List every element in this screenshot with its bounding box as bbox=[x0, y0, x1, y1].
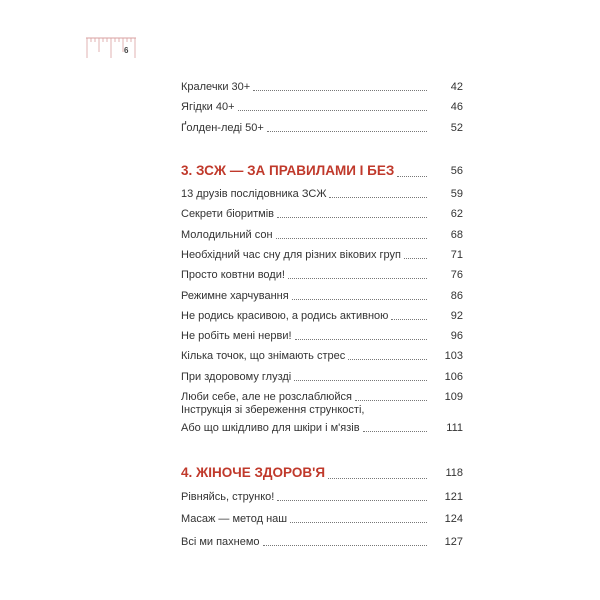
toc-entry bbox=[181, 226, 463, 242]
dot-leader bbox=[328, 478, 427, 479]
toc-entry bbox=[181, 388, 463, 404]
entry-title: Рівняйсь, струнко! bbox=[181, 491, 275, 503]
entry-title: Просто ковтни води! bbox=[181, 269, 285, 282]
toc-entry bbox=[181, 185, 463, 201]
entry-page: 76 bbox=[450, 269, 463, 282]
entry-page: 124 bbox=[444, 513, 463, 525]
page-number: 6 bbox=[124, 46, 129, 55]
entry-title: Масаж — метод наш bbox=[181, 513, 288, 525]
dot-leader bbox=[404, 258, 427, 259]
entry-title: Кілька точок, що знімають стрес bbox=[181, 350, 346, 363]
section-heading bbox=[181, 162, 463, 180]
entry-page: 106 bbox=[444, 370, 463, 383]
dot-leader bbox=[277, 217, 427, 218]
entry-title: Ґолден-леді 50+ bbox=[181, 122, 264, 134]
entry-page: 86 bbox=[450, 289, 463, 302]
entry-title: Люби себе, але не розслаблюйся bbox=[181, 391, 352, 403]
entry-page: 62 bbox=[450, 208, 463, 221]
entry-page: 52 bbox=[450, 122, 463, 134]
entry-page: 109 bbox=[444, 391, 463, 403]
entry-page: 59 bbox=[450, 188, 463, 200]
entry-page: 127 bbox=[444, 536, 463, 548]
entry-title: Кралечки 30+ bbox=[181, 81, 251, 93]
entry-page: 71 bbox=[450, 248, 463, 261]
entry-title: Молодильний сон bbox=[181, 228, 273, 241]
toc-entry bbox=[181, 266, 463, 282]
dot-leader bbox=[294, 380, 427, 381]
entry-title: Не родись красивою, а родись активною bbox=[181, 309, 389, 322]
dot-leader bbox=[263, 545, 427, 546]
toc-entry bbox=[181, 98, 463, 114]
dot-leader bbox=[290, 522, 427, 523]
section-page: 118 bbox=[445, 467, 463, 479]
entry-page: 42 bbox=[450, 81, 463, 93]
dot-leader bbox=[253, 90, 427, 91]
dot-leader bbox=[292, 299, 427, 300]
toc-entry bbox=[181, 510, 463, 526]
section-title: 3. ЗСЖ — ЗА ПРАВИЛАМИ І БЕЗ bbox=[181, 163, 395, 178]
entry-page: 121 bbox=[444, 491, 463, 503]
entry-page: 68 bbox=[450, 228, 463, 241]
entry-title: Режимне харчування bbox=[181, 289, 289, 302]
dot-leader bbox=[329, 197, 427, 198]
dot-leader bbox=[391, 319, 427, 320]
entry-title: При здоровому глузді bbox=[181, 370, 292, 383]
dot-leader bbox=[238, 110, 428, 111]
toc-entry bbox=[181, 347, 463, 363]
dot-leader bbox=[267, 131, 427, 132]
toc-entry bbox=[181, 205, 463, 221]
section-heading bbox=[181, 464, 463, 482]
dot-leader bbox=[363, 431, 427, 432]
dot-leader bbox=[397, 176, 427, 177]
toc-entry bbox=[181, 78, 463, 94]
dot-leader bbox=[288, 278, 427, 279]
entry-title: Ягідки 40+ bbox=[181, 101, 235, 113]
entry-title: Необхідний час сну для різних вікових груп bbox=[181, 248, 402, 261]
entry-title: Або що шкідливо для шкіри і м'язів bbox=[181, 422, 360, 434]
ruler-icon bbox=[86, 34, 136, 60]
toc-entry bbox=[181, 119, 463, 135]
dot-leader bbox=[276, 238, 427, 239]
dot-leader bbox=[355, 400, 427, 401]
entry-page: 103 bbox=[444, 350, 463, 363]
entry-title: Не робіть мені нерви! bbox=[181, 330, 292, 343]
dot-leader bbox=[348, 359, 427, 360]
entry-title: Всі ми пахнемо bbox=[181, 536, 260, 548]
entry-page: 96 bbox=[450, 330, 463, 343]
toc-entry bbox=[181, 368, 463, 384]
section-title: 4. ЖІНОЧЕ ЗДОРОВ'Я bbox=[181, 465, 326, 480]
toc-entry bbox=[181, 533, 463, 549]
toc-entry bbox=[181, 246, 463, 262]
entry-title: Секрети біоритмів bbox=[181, 208, 274, 221]
dot-leader bbox=[277, 500, 427, 501]
entry-page: 92 bbox=[450, 309, 463, 322]
dot-leader bbox=[295, 339, 427, 340]
toc-entry bbox=[181, 287, 463, 303]
entry-title-line1: Інструкція зі збереження стрункості, bbox=[181, 404, 365, 416]
entry-title: 13 друзів послідовника ЗСЖ bbox=[181, 188, 327, 200]
section-page: 56 bbox=[450, 165, 463, 177]
entry-page: 46 bbox=[450, 101, 463, 113]
toc-entry bbox=[181, 419, 463, 435]
toc-entry bbox=[181, 307, 463, 323]
toc-entry bbox=[181, 327, 463, 343]
toc-entry bbox=[181, 488, 463, 504]
entry-page: 111 bbox=[446, 422, 463, 434]
